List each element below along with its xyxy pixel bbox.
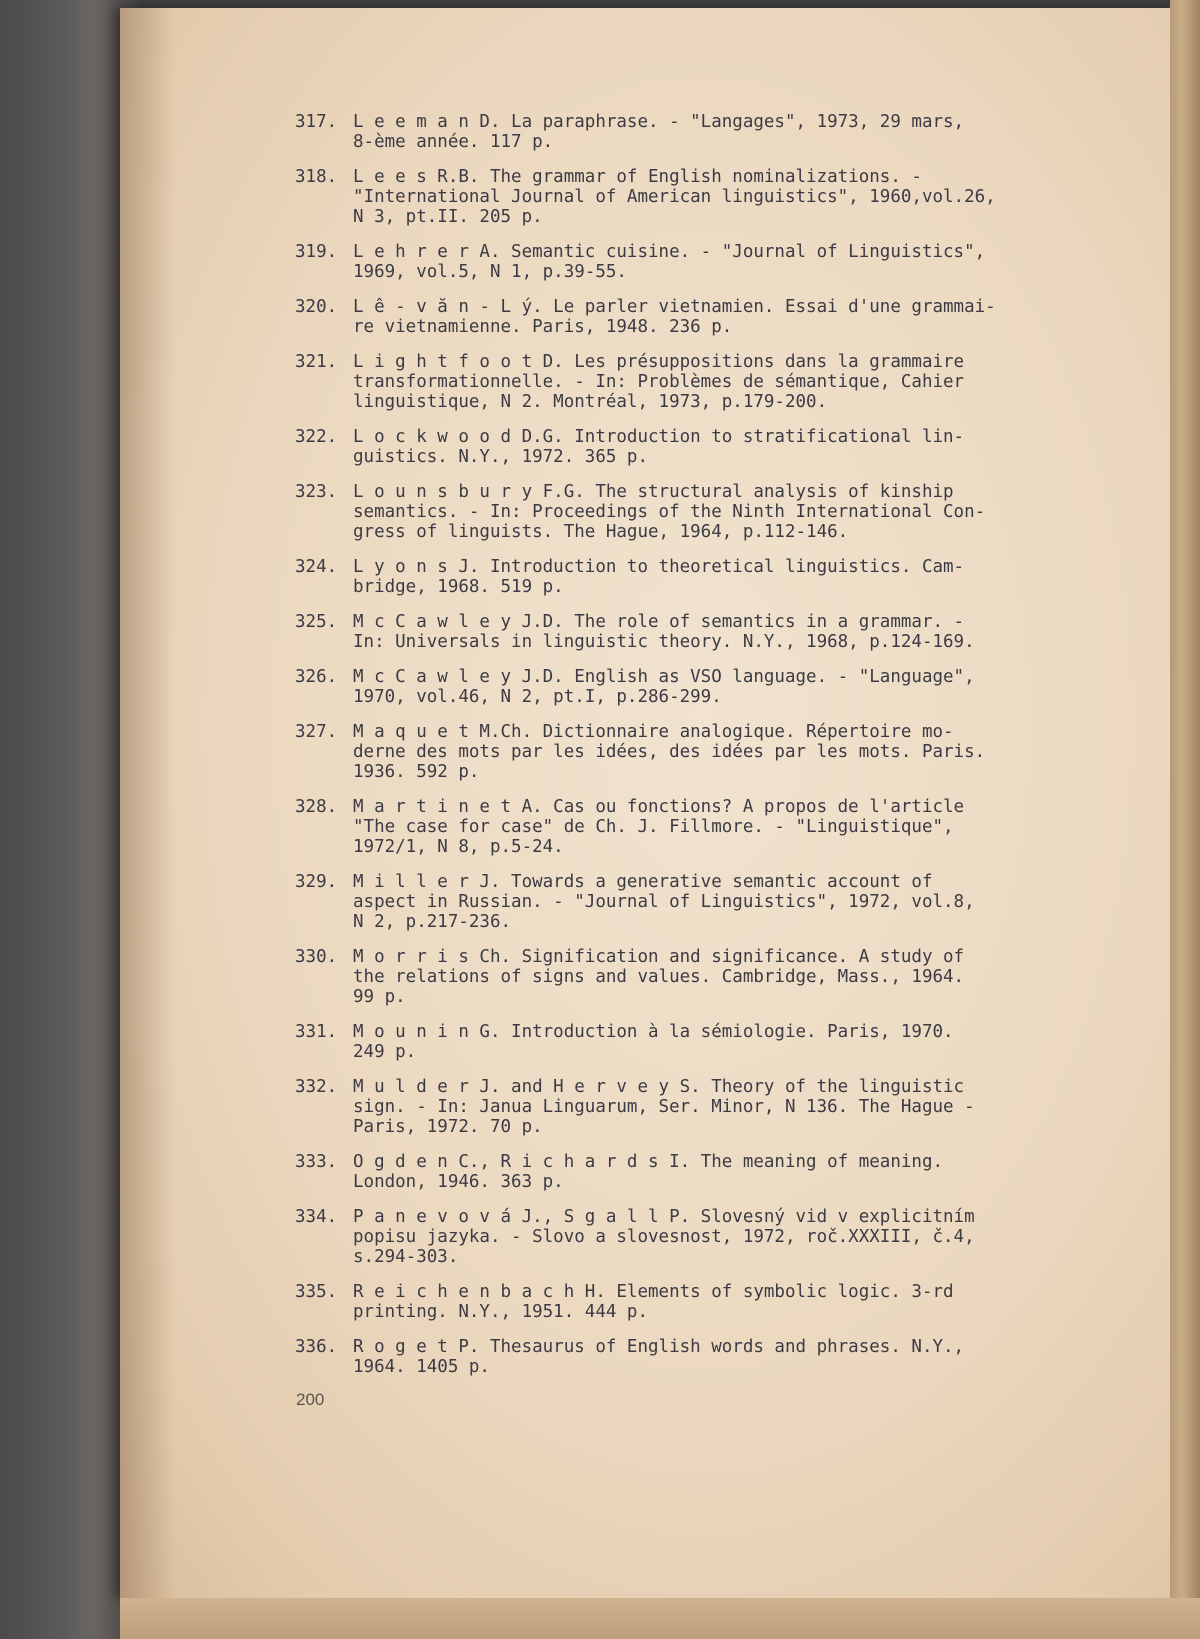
bibliography-entry <box>295 612 1145 652</box>
bibliography-entry <box>295 557 1145 597</box>
bibliography-entry <box>295 352 1145 412</box>
entry-number: 328. <box>295 797 338 817</box>
entry-number: 334. <box>295 1207 338 1227</box>
entry-number: 318. <box>295 167 338 187</box>
entry-number: 330. <box>295 947 338 967</box>
entry-citation: M c C a w l e y J.D. The role of semantics in a grammar. - In: Universals in linguistic theory. N.Y., 1968, p.124-169. <box>353 612 975 652</box>
entry-number: 317. <box>295 112 338 132</box>
entry-citation: L o u n s b u r y F.G. The structural analysis of kinship semantics. - In: Proceedings of the Ninth International Con- gress of linguists. The Hague, 1964, p.112-146. <box>353 482 986 542</box>
entry-citation: R e i c h e n b a c h H. Elements of symbolic logic. 3-rd printing. N.Y., 1951. 444 p. <box>353 1282 954 1322</box>
entry-number: 324. <box>295 557 338 577</box>
bibliography-entry <box>295 1207 1145 1267</box>
entry-citation: L ê - v ă n - L ý. Le parler vietnamien. Essai d'une grammai- re vietnamienne. Paris, 1948. 236 p. <box>353 297 996 337</box>
bibliography-entry <box>295 297 1145 337</box>
bibliography-entry <box>295 722 1145 782</box>
bibliography-entry <box>295 112 1145 152</box>
bibliography-entry <box>295 667 1145 707</box>
entry-number: 319. <box>295 242 338 262</box>
entry-citation: R o g e t P. Thesaurus of English words and phrases. N.Y., 1964. 1405 p. <box>353 1337 965 1377</box>
entry-number: 325. <box>295 612 338 632</box>
page-right-edge <box>1170 0 1200 1639</box>
bibliography-entry <box>295 242 1145 282</box>
entry-citation: M a r t i n e t A. Cas ou fonctions? A propos de l'article "The case for case" de Ch. J. Fillmore. - "Linguistique", 1972/1, N 8, p.5-24. <box>353 797 965 857</box>
entry-number: 321. <box>295 352 338 372</box>
bibliography-entry <box>295 947 1145 1007</box>
entry-citation: L i g h t f o o t D. Les présuppositions dans la grammaire transformationnelle. - In: Problèmes de sémantique, Cahier linguistique, N 2. Montréal, 1973, p.179-200. <box>353 352 965 412</box>
bibliography-entry <box>295 1337 1145 1377</box>
bibliography-entry <box>295 482 1145 542</box>
entry-number: 335. <box>295 1282 338 1302</box>
entry-citation: L y o n s J. Introduction to theoretical linguistics. Cam- bridge, 1968. 519 p. <box>353 557 965 597</box>
entry-citation: P a n e v o v á J., S g a l l P. Slovesný vid v explicitním popisu jazyka. - Slovo a slovesnost, 1972, roč.XXXIII, č.4, s.294-303. <box>353 1207 975 1267</box>
bibliography-entry <box>295 1282 1145 1322</box>
page-bottom-edge <box>120 1598 1200 1639</box>
entry-number: 326. <box>295 667 338 687</box>
bibliography-entry <box>295 427 1145 467</box>
entry-citation: L e e s R.B. The grammar of English nominalizations. - "International Journal of American linguistics", 1960,vol.26, N 3, pt.II. 205 p. <box>353 167 996 227</box>
entry-citation: L o c k w o o d D.G. Introduction to stratificational lin- guistics. N.Y., 1972. 365 p. <box>353 427 965 467</box>
entry-citation: M i l l e r J. Towards a generative semantic account of aspect in Russian. - "Journal of Linguistics", 1972, vol.8, N 2, p.217-236. <box>353 872 975 932</box>
entry-citation: M u l d e r J. and H e r v e y S. Theory of the linguistic sign. - In: Janua Linguarum, Ser. Minor, N 136. The Hague - Paris, 1972. 70 p. <box>353 1077 975 1137</box>
entry-citation: M c C a w l e y J.D. English as VSO language. - "Language", 1970, vol.46, N 2, pt.I, p.286-299. <box>353 667 975 707</box>
bibliography-entry <box>295 872 1145 932</box>
entry-citation: L e e m a n D. La paraphrase. - "Langages", 1973, 29 mars, 8-ème année. 117 p. <box>353 112 965 152</box>
entry-citation: L e h r e r A. Semantic cuisine. - "Journal of Linguistics", 1969, vol.5, N 1, p.39-55. <box>353 242 986 282</box>
entry-citation: M a q u e t M.Ch. Dictionnaire analogique. Répertoire mo- derne des mots par les idées, des idées par les mots. Paris. 1936. 592 p. <box>353 722 986 782</box>
bibliography-list <box>295 112 1145 1392</box>
entry-number: 333. <box>295 1152 338 1172</box>
bibliography-entry <box>295 797 1145 857</box>
bibliography-entry <box>295 1077 1145 1137</box>
entry-number: 331. <box>295 1022 338 1042</box>
bibliography-entry <box>295 167 1145 227</box>
page-number: 200 <box>296 1390 325 1409</box>
bibliography-entry <box>295 1152 1145 1192</box>
entry-citation: O g d e n C., R i c h a r d s I. The meaning of meaning. London, 1946. 363 p. <box>353 1152 944 1192</box>
entry-citation: M o u n i n G. Introduction à la sémiologie. Paris, 1970. 249 p. <box>353 1022 954 1062</box>
entry-number: 332. <box>295 1077 338 1097</box>
entry-number: 323. <box>295 482 338 502</box>
entry-number: 329. <box>295 872 338 892</box>
entry-number: 327. <box>295 722 338 742</box>
entry-number: 320. <box>295 297 338 317</box>
entry-citation: M o r r i s Ch. Signification and significance. A study of the relations of signs and values. Cambridge, Mass., 1964. 99 p. <box>353 947 965 1007</box>
entry-number: 336. <box>295 1337 338 1357</box>
bibliography-entry <box>295 1022 1145 1062</box>
entry-number: 322. <box>295 427 338 447</box>
